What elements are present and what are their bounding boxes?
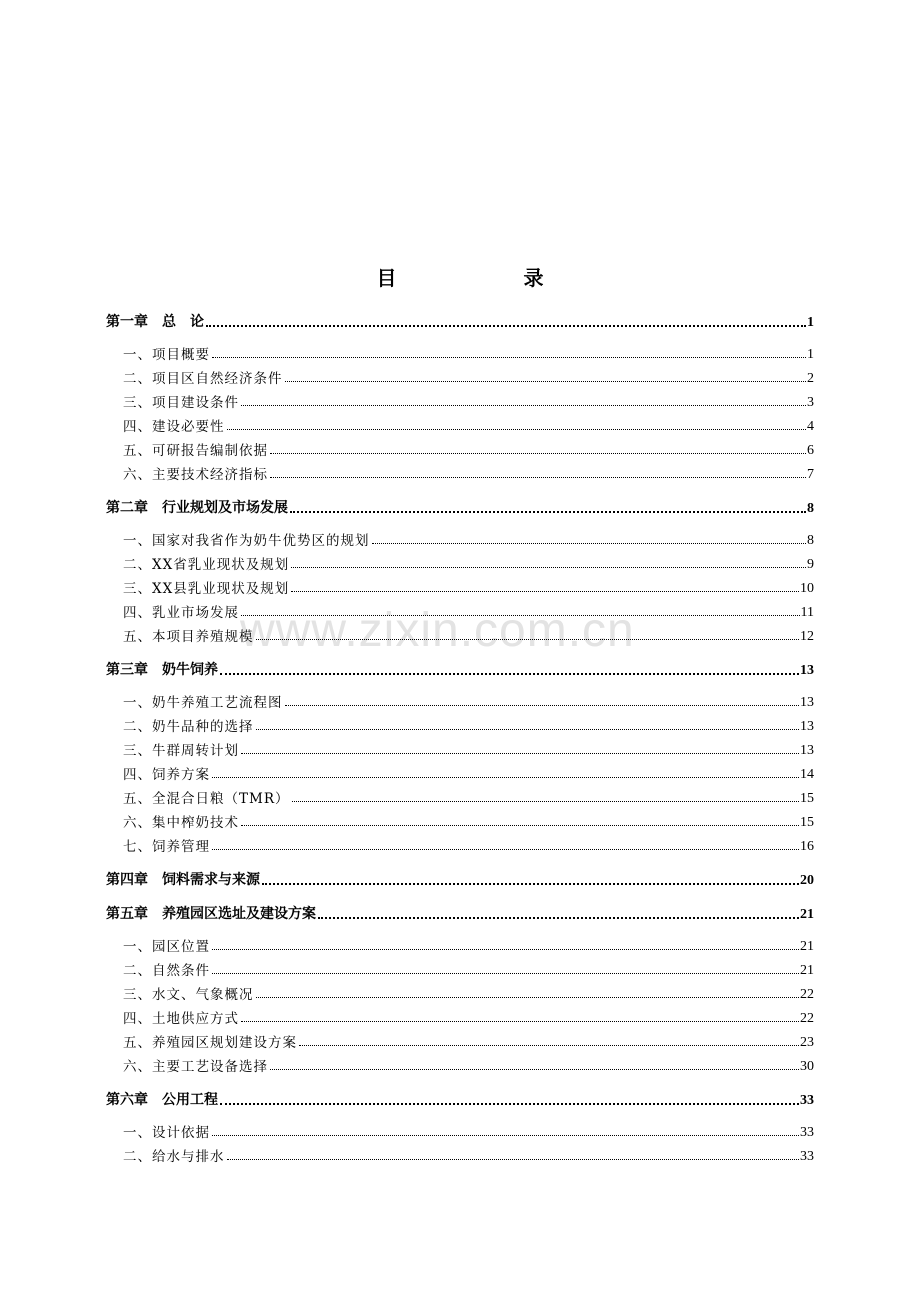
- toc-page-number: 14: [800, 767, 814, 782]
- dot-leader: [241, 1021, 799, 1022]
- toc-entry-label: 五、可研报告编制依据: [123, 443, 268, 459]
- toc-entry-label: 一、国家对我省作为奶牛优势区的规划: [123, 533, 370, 549]
- dot-leader: [270, 477, 806, 478]
- toc-entry-label: 四、乳业市场发展: [123, 605, 239, 621]
- toc-entry-label: 一、项目概要: [123, 347, 210, 363]
- toc-chapter-row[interactable]: [106, 903, 814, 923]
- toc-section-row[interactable]: [106, 577, 814, 597]
- toc-page-number: 15: [800, 791, 814, 806]
- dot-leader: [290, 511, 806, 513]
- toc-section-row[interactable]: [106, 1121, 814, 1141]
- toc-page-number: 3: [807, 395, 814, 410]
- toc-section-row[interactable]: [106, 367, 814, 387]
- toc-section-row[interactable]: [106, 463, 814, 483]
- toc-page-number: 30: [800, 1059, 814, 1074]
- dot-leader: [270, 453, 806, 454]
- toc-entry-label: 第一章 总 论: [106, 314, 204, 330]
- toc-section-row[interactable]: [106, 343, 814, 363]
- toc-entry-label: 三、水文、气象概况: [123, 987, 254, 1003]
- toc-section-row[interactable]: [106, 553, 814, 573]
- toc-section-row[interactable]: [106, 415, 814, 435]
- toc-chapter-row[interactable]: [106, 1089, 814, 1109]
- toc-entry-label: 七、饲养管理: [123, 839, 210, 855]
- toc-entry-label: 六、主要工艺设备选择: [123, 1059, 268, 1075]
- toc-page-number: 1: [807, 315, 814, 330]
- dot-leader: [262, 883, 799, 885]
- toc-page-number: 1: [807, 347, 814, 362]
- toc-entry-label: 第三章 奶牛饲养: [106, 662, 218, 678]
- dot-leader: [256, 729, 800, 730]
- toc-entry-label: 第四章 饲料需求与来源: [106, 872, 260, 888]
- toc-section-row[interactable]: [106, 529, 814, 549]
- toc-entry-label: 六、主要技术经济指标: [123, 467, 268, 483]
- toc-page-number: 2: [807, 371, 814, 386]
- toc-page-number: 13: [800, 663, 814, 678]
- dot-leader: [256, 639, 800, 640]
- toc-entry-label: 第五章 养殖园区选址及建设方案: [106, 906, 316, 922]
- toc-entry-label: 二、给水与排水: [123, 1149, 225, 1165]
- toc-chapter-row[interactable]: [106, 497, 814, 517]
- toc-section-row[interactable]: [106, 1055, 814, 1075]
- toc-section-row[interactable]: [106, 625, 814, 645]
- toc-page-number: 16: [800, 839, 814, 854]
- toc-page-number: 13: [800, 695, 814, 710]
- toc-section-row[interactable]: [106, 835, 814, 855]
- toc-section-row[interactable]: [106, 1007, 814, 1027]
- toc-section-row[interactable]: [106, 811, 814, 831]
- dot-leader: [372, 543, 807, 544]
- dot-leader: [227, 1159, 800, 1160]
- toc-page-number: 13: [800, 719, 814, 734]
- toc-entry-label: 第六章 公用工程: [106, 1092, 218, 1108]
- dot-leader: [270, 1069, 799, 1070]
- dot-leader: [291, 567, 806, 568]
- toc-entry-label: 二、XX省乳业现状及规划: [123, 557, 290, 573]
- toc-section-row[interactable]: [106, 601, 814, 621]
- toc-section-row[interactable]: [106, 739, 814, 759]
- toc-page-number: 33: [800, 1125, 814, 1140]
- dot-leader: [220, 1103, 799, 1105]
- dot-leader: [220, 673, 799, 675]
- dot-leader: [206, 325, 806, 327]
- dot-leader: [212, 777, 799, 778]
- toc-section-row[interactable]: [106, 763, 814, 783]
- dot-leader: [227, 429, 807, 430]
- toc-title: 目 录: [376, 266, 604, 290]
- watermark-text: www.zixin.com.cn: [240, 604, 635, 657]
- toc-entry-label: 二、项目区自然经济条件: [123, 371, 283, 387]
- dot-leader: [212, 849, 799, 850]
- toc-entry-label: 四、建设必要性: [123, 419, 225, 435]
- dot-leader: [212, 949, 799, 950]
- dot-leader: [292, 801, 800, 802]
- toc-chapter-row[interactable]: [106, 659, 814, 679]
- toc-entry-label: 三、XX县乳业现状及规划: [123, 581, 290, 597]
- toc-page-number: 11: [800, 605, 814, 620]
- toc-page-number: 21: [800, 963, 814, 978]
- toc-section-row[interactable]: [106, 1031, 814, 1051]
- toc-page-number: 21: [800, 907, 814, 922]
- toc-section-row[interactable]: [106, 983, 814, 1003]
- toc-section-row[interactable]: [106, 959, 814, 979]
- dot-leader: [285, 381, 807, 382]
- toc-page-number: 10: [800, 581, 814, 596]
- toc-page-number: 22: [800, 1011, 814, 1026]
- toc-entry-label: 四、土地供应方式: [123, 1011, 239, 1027]
- toc-section-row[interactable]: [106, 391, 814, 411]
- toc-page-number: 15: [800, 815, 814, 830]
- toc-page-number: 33: [800, 1149, 814, 1164]
- toc-section-row[interactable]: [106, 439, 814, 459]
- toc-page-number: 23: [800, 1035, 814, 1050]
- dot-leader: [318, 917, 799, 919]
- dot-leader: [212, 1135, 799, 1136]
- toc-chapter-row[interactable]: [106, 311, 814, 331]
- toc-page-number: 9: [807, 557, 814, 572]
- dot-leader: [241, 615, 800, 616]
- dot-leader: [285, 705, 800, 706]
- toc-entry-label: 三、项目建设条件: [123, 395, 239, 411]
- toc-entry-label: 五、养殖园区规划建设方案: [123, 1035, 297, 1051]
- toc-entry-label: 一、设计依据: [123, 1125, 210, 1141]
- toc-entry-label: 五、全混合日粮（TMR）: [123, 791, 290, 807]
- toc-entry-label: 一、园区位置: [123, 939, 210, 955]
- dot-leader: [212, 973, 799, 974]
- toc-chapter-row[interactable]: [106, 869, 814, 889]
- toc-entry-label: 五、本项目养殖规模: [123, 629, 254, 645]
- toc-entry-label: 四、饲养方案: [123, 767, 210, 783]
- toc-entry-label: 三、牛群周转计划: [123, 743, 239, 759]
- toc-section-row[interactable]: [106, 715, 814, 735]
- toc-section-row[interactable]: [106, 787, 814, 807]
- toc-section-row[interactable]: [106, 935, 814, 955]
- toc-entry-label: 第二章 行业规划及市场发展: [106, 500, 288, 516]
- toc-page-number: 6: [807, 443, 814, 458]
- dot-leader: [241, 753, 799, 754]
- dot-leader: [241, 825, 799, 826]
- dot-leader: [212, 357, 806, 358]
- toc-entry-label: 二、自然条件: [123, 963, 210, 979]
- toc-page-number: 8: [807, 501, 814, 516]
- toc-page-number: 33: [800, 1093, 814, 1108]
- toc-entry-label: 二、奶牛品种的选择: [123, 719, 254, 735]
- dot-leader: [241, 405, 806, 406]
- toc-page-number: 13: [800, 743, 814, 758]
- toc-page-number: 21: [800, 939, 814, 954]
- toc-section-row[interactable]: [106, 1145, 814, 1165]
- toc-entry-label: 一、奶牛养殖工艺流程图: [123, 695, 283, 711]
- toc-page-number: 7: [807, 467, 814, 482]
- toc-page-number: 4: [807, 419, 814, 434]
- dot-leader: [291, 591, 799, 592]
- toc-section-row[interactable]: [106, 691, 814, 711]
- toc-page-number: 20: [800, 873, 814, 888]
- dot-leader: [299, 1045, 799, 1046]
- toc-page-number: 22: [800, 987, 814, 1002]
- toc-page-number: 8: [807, 533, 814, 548]
- toc-entry-label: 六、集中榨奶技术: [123, 815, 239, 831]
- toc-page-number: 12: [800, 629, 814, 644]
- dot-leader: [256, 997, 800, 998]
